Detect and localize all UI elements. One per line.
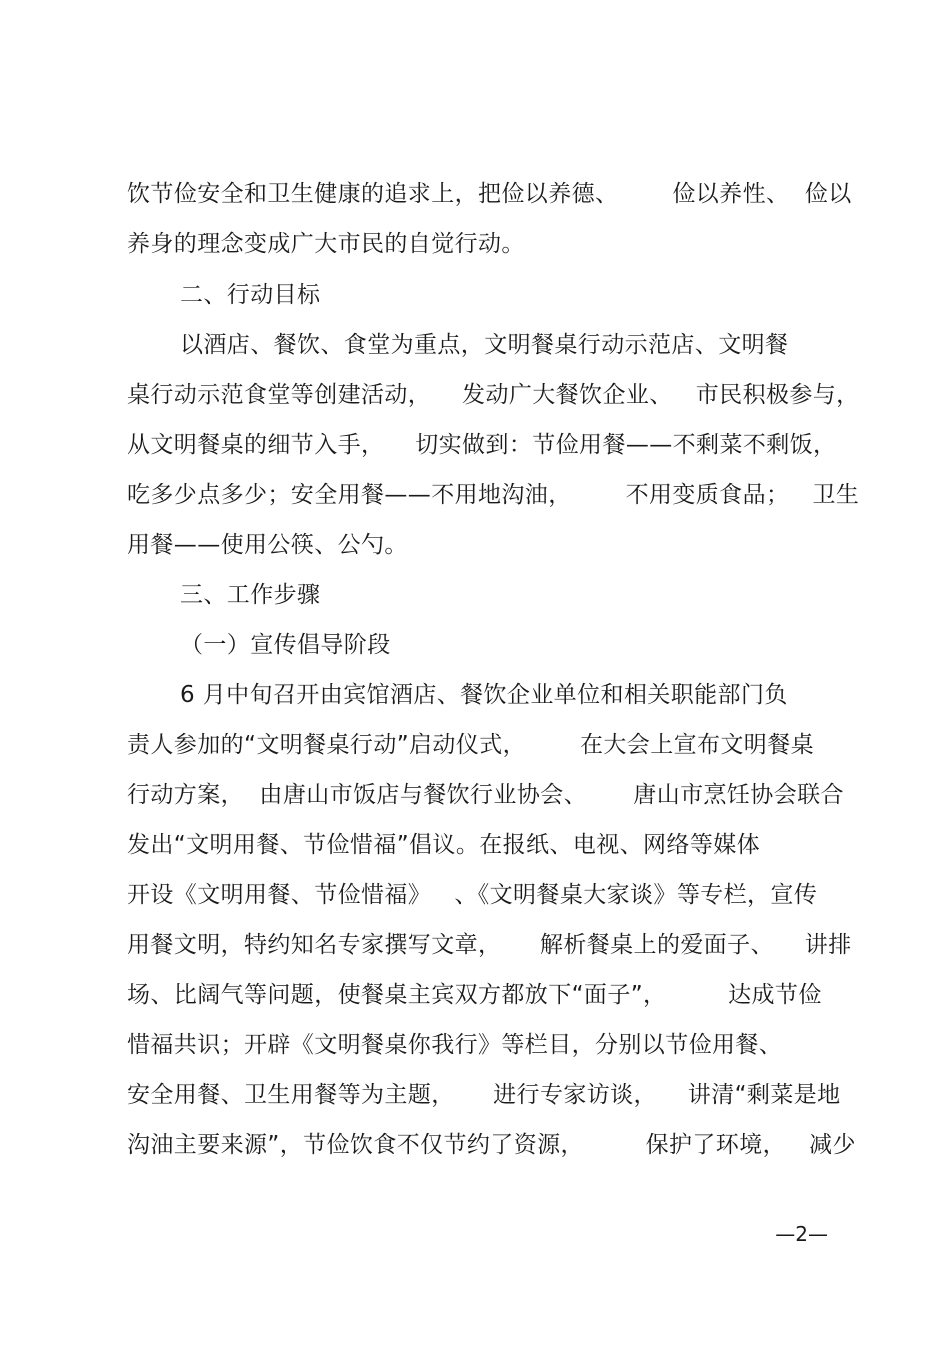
paragraph-line: 养身的理念变成广大市民的自觉行动。: [127, 231, 525, 257]
paragraph-line: 行动方案， 由唐山市饭店与餐饮行业协会、 唐山市烹饪协会联合: [127, 782, 844, 808]
paragraph-line: 6 月中旬召开由宾馆酒店、餐饮企业单位和相关职能部门负: [180, 682, 788, 708]
paragraph-line: 沟油主要来源”，节俭饮食不仅节约了资源， 保护了环境， 减少: [127, 1132, 856, 1158]
paragraph-line: 以酒店、餐饮、食堂为重点，文明餐桌行动示范店、文明餐: [180, 332, 789, 358]
paragraph-line: 从文明餐桌的细节入手， 切实做到：节俭用餐——不剩菜不剩饭，: [127, 432, 837, 458]
section-heading: 二、行动目标: [180, 282, 321, 308]
paragraph-line: 安全用餐、卫生用餐等为主题， 进行专家访谈， 讲清“剩菜是地: [127, 1082, 841, 1108]
paragraph-line: 用餐——使用公筷、公勺。: [127, 532, 408, 558]
subsection-heading: （一）宣传倡导阶段: [180, 632, 391, 658]
paragraph-line: 发出“文明用餐、节俭惜福”倡议。在报纸、电视、网络等媒体: [127, 832, 761, 858]
paragraph-line: 饮节俭安全和卫生健康的追求上，把俭以养德、 俭以养性、 俭以: [127, 181, 852, 207]
paragraph-line: 场、比阔气等问题，使餐桌主宾双方都放下“面子”， 达成节俭: [127, 982, 822, 1008]
paragraph-line: 责人参加的“文明餐桌行动”启动仪式， 在大会上宣布文明餐桌: [127, 732, 815, 758]
page-number: —2—: [775, 1222, 828, 1246]
section-heading: 三、工作步骤: [180, 582, 321, 608]
paragraph-line: 吃多少点多少；安全用餐——不用地沟油， 不用变质食品； 卫生: [127, 482, 860, 508]
paragraph-line: 桌行动示范食堂等创建活动， 发动广大餐饮企业、 市民积极参与，: [127, 382, 860, 408]
paragraph-line: 用餐文明，特约知名专家撰写文章， 解析餐桌上的爱面子、 讲排: [127, 932, 852, 958]
paragraph-line: 惜福共识；开辟《文明餐桌你我行》等栏目，分别以节俭用餐、: [127, 1032, 783, 1058]
paragraph-line: 开设《文明用餐、节俭惜福》 、《文明餐桌大家谈》等专栏，宣传: [127, 882, 818, 908]
